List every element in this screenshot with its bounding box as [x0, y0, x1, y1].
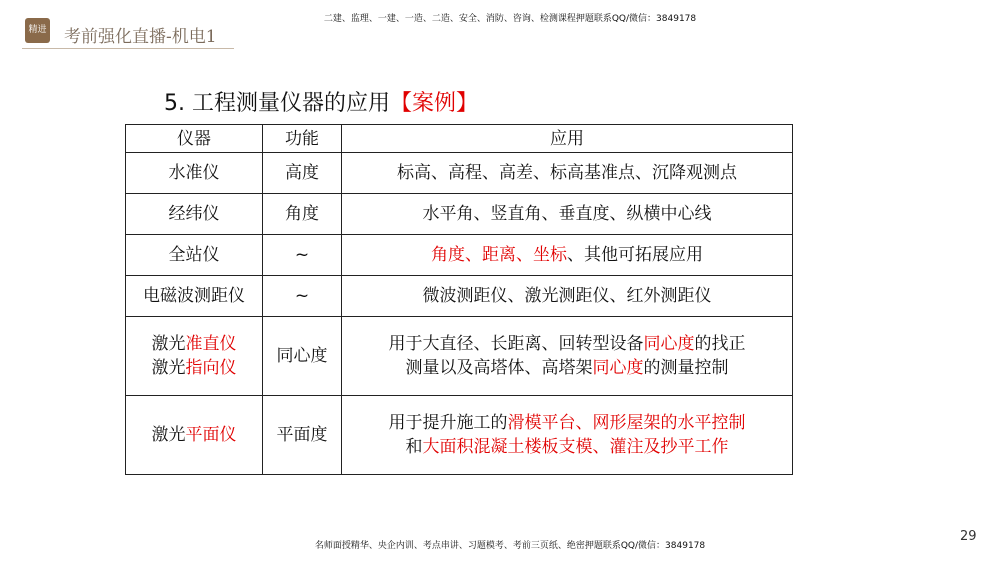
table-header-row: [126, 125, 793, 153]
application-cell: [342, 396, 793, 475]
logo: [25, 18, 50, 43]
instrument-text: 激光: [151, 358, 186, 378]
application-text: 的测量控制: [643, 358, 729, 378]
function-cell: 高度: [263, 153, 342, 194]
table-row: [126, 153, 793, 194]
application-cell: 微波测距仪、激光测距仪、红外测距仪: [342, 276, 793, 317]
instrument-cell: 水准仪: [126, 153, 263, 194]
application-text: 测量以及高塔体、高塔架: [405, 358, 593, 378]
instrument-red-text: 指向仪: [185, 358, 237, 378]
title-divider: [22, 48, 234, 49]
application-red-text: 同心度: [643, 334, 695, 354]
instrument-text: 激光: [151, 425, 186, 445]
top-banner: 二建、监理、一建、一造、二造、安全、消防、咨询、检测课程押题联系QQ/微信：3849178: [323, 14, 697, 24]
application-text: 和: [405, 437, 423, 457]
instrument-cell: 经纬仪: [126, 194, 263, 235]
header-application: 应用: [342, 125, 793, 153]
application-text: 用于提升施工的: [388, 413, 508, 433]
table-row: [126, 396, 793, 475]
application-red-text: 滑模平台、网形屋架的水平控制: [507, 413, 746, 433]
instrument-red-text: 准直仪: [185, 334, 237, 354]
table-row: [126, 317, 793, 396]
logo-text: 精进: [28, 25, 47, 35]
page-number: 29: [960, 529, 977, 544]
header-function: 功能: [263, 125, 342, 153]
instrument-table: [125, 124, 793, 475]
table-row: [126, 194, 793, 235]
instrument-cell: [126, 396, 263, 475]
course-title: 考前强化直播-机电1: [64, 27, 217, 47]
function-cell: 角度: [263, 194, 342, 235]
application-cell: [342, 235, 793, 276]
application-red-text: 大面积混凝土楼板支模、灌注及抄平工作: [422, 437, 729, 457]
table-row: [126, 235, 793, 276]
function-cell: 同心度: [263, 317, 342, 396]
instrument-text: 激光: [151, 334, 186, 354]
application-red-text: 角度、距离、坐标: [431, 245, 567, 265]
function-cell: ~: [263, 235, 342, 276]
bottom-banner: 名师面授精华、央企内训、考点串讲、习题模考、考前三页纸、绝密押题联系QQ/微信：3849178: [314, 541, 706, 551]
instrument-cell: 全站仪: [126, 235, 263, 276]
application-cell: 标高、高程、高差、标高基准点、沉降观测点: [342, 153, 793, 194]
application-cell: [342, 317, 793, 396]
instrument-red-text: 平面仪: [185, 425, 237, 445]
header-instrument: 仪器: [126, 125, 263, 153]
slide-heading: [164, 86, 478, 117]
application-red-text: 同心度: [592, 358, 644, 378]
table-row: [126, 276, 793, 317]
application-text: 用于大直径、长距离、回转型设备: [388, 334, 644, 354]
heading-highlight: 【案例】: [389, 91, 478, 116]
instrument-cell: 电磁波测距仪: [126, 276, 263, 317]
instrument-cell: [126, 317, 263, 396]
function-cell: 平面度: [263, 396, 342, 475]
heading-text: 5. 工程测量仪器的应用: [164, 91, 390, 116]
application-text: 的找正: [694, 334, 746, 354]
application-cell: 水平角、竖直角、垂直度、纵横中心线: [342, 194, 793, 235]
function-cell: ~: [263, 276, 342, 317]
application-text: 、其他可拓展应用: [567, 245, 703, 265]
